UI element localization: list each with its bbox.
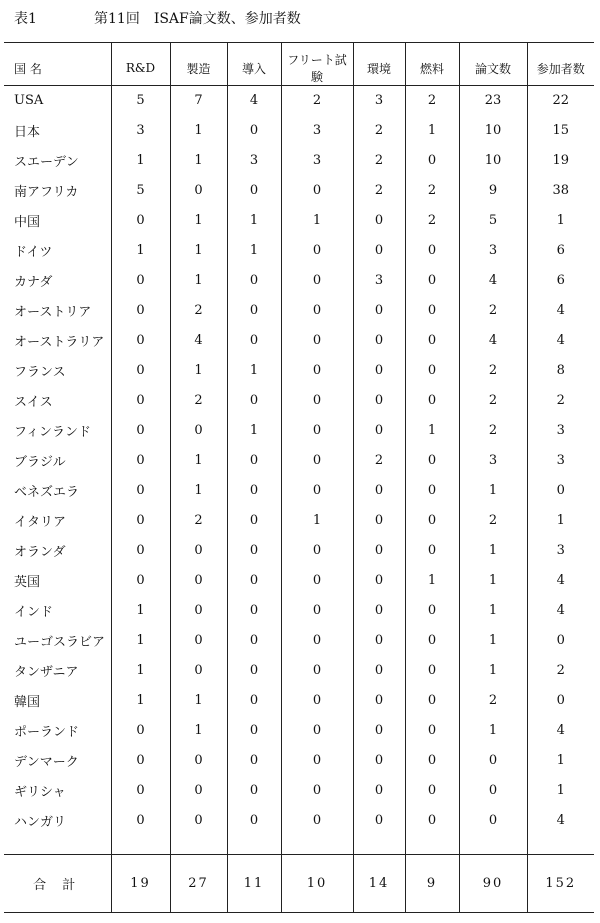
- table-cell: 0: [405, 296, 459, 326]
- table-row: [4, 296, 594, 326]
- table-cell: 0: [405, 236, 459, 266]
- table-cell: 2: [459, 296, 527, 326]
- table-cell: 0: [111, 536, 170, 566]
- table-row: [4, 746, 594, 776]
- table-cell: 2: [459, 506, 527, 536]
- column-header: 燃料: [405, 43, 459, 86]
- table-cell: 0: [111, 386, 170, 416]
- table-cell: 0: [227, 716, 281, 746]
- country-name: デンマーク: [14, 755, 79, 770]
- table-cell: 0: [227, 296, 281, 326]
- table-cell: 0: [353, 746, 405, 776]
- table-cell: 0: [111, 206, 170, 236]
- table-cell: 0: [353, 206, 405, 236]
- table-cell: 0: [405, 476, 459, 506]
- table-cell: 2: [170, 296, 227, 326]
- table-cell: 1: [170, 686, 227, 716]
- table-cell: 9: [459, 176, 527, 206]
- country-name: 南アフリカ: [14, 185, 79, 200]
- table-cell: 0: [170, 746, 227, 776]
- table-cell: 0: [170, 596, 227, 626]
- table-cell: 0: [405, 326, 459, 356]
- table-cell: 2: [459, 416, 527, 446]
- table-cell: 1: [170, 206, 227, 236]
- table-cell: 4: [527, 566, 594, 596]
- table-cell: 2: [405, 206, 459, 236]
- table-cell: 0: [353, 476, 405, 506]
- country-name: 韓国: [14, 695, 41, 710]
- country-name: フィンランド: [14, 425, 91, 440]
- table-title: 第11回 ISAF論文数、参加者数: [94, 11, 301, 27]
- table-cell: 0: [227, 446, 281, 476]
- column-header: 国 名: [4, 43, 111, 86]
- table-cell: 0: [281, 596, 353, 626]
- table-cell: 0: [353, 386, 405, 416]
- table-cell: 3: [111, 116, 170, 146]
- table-cell: 0: [405, 506, 459, 536]
- table-cell: 3: [281, 146, 353, 176]
- table-cell: 2: [459, 356, 527, 386]
- table-cell: 0: [281, 776, 353, 806]
- table-cell: 1: [459, 536, 527, 566]
- table-cell: 4: [527, 296, 594, 326]
- table-cell: 0: [227, 566, 281, 596]
- spacer-cell: [353, 836, 405, 855]
- table-cell: 0: [405, 356, 459, 386]
- table-cell: 2: [459, 386, 527, 416]
- table-cell: 2: [405, 86, 459, 116]
- table-cell: 0: [170, 416, 227, 446]
- table-cell: 0: [111, 746, 170, 776]
- table-cell: 0: [111, 326, 170, 356]
- table-cell: 1: [405, 566, 459, 596]
- country-name: 日本: [14, 125, 41, 140]
- table-cell: 0: [527, 626, 594, 656]
- table-cell: 0: [353, 416, 405, 446]
- table-cell: 0: [227, 656, 281, 686]
- table-cell: 0: [353, 626, 405, 656]
- table-cell: 0: [281, 476, 353, 506]
- table-cell: 0: [111, 476, 170, 506]
- table-caption: [14, 8, 301, 28]
- spacer-cell: [170, 836, 227, 855]
- table-cell: 0: [353, 656, 405, 686]
- table-cell: 0: [227, 476, 281, 506]
- table-cell: 2: [527, 656, 594, 686]
- total-cell: 10: [281, 855, 353, 913]
- table-row: [4, 176, 594, 206]
- table-cell: 0: [170, 536, 227, 566]
- table-cell: 1: [227, 416, 281, 446]
- table-cell: 1: [170, 476, 227, 506]
- table-cell: 4: [227, 86, 281, 116]
- table-cell: 0: [170, 626, 227, 656]
- table-cell: 1: [281, 506, 353, 536]
- table-cell: 4: [459, 266, 527, 296]
- spacer-cell: [281, 836, 353, 855]
- table-cell: 4: [170, 326, 227, 356]
- table-cell: 0: [170, 806, 227, 836]
- spacer-cell: [111, 836, 170, 855]
- table-cell: 1: [459, 716, 527, 746]
- table-footer: [4, 855, 594, 913]
- table-cell: 0: [405, 626, 459, 656]
- table-cell: 0: [353, 806, 405, 836]
- table-cell: 0: [281, 176, 353, 206]
- table-cell: 0: [227, 626, 281, 656]
- table-cell: 0: [281, 806, 353, 836]
- table-cell: 0: [353, 236, 405, 266]
- table-row: [4, 716, 594, 746]
- table-cell: 1: [170, 716, 227, 746]
- table-cell: 0: [281, 356, 353, 386]
- total-row: [4, 855, 594, 913]
- total-cell: 27: [170, 855, 227, 913]
- spacer-cell: [405, 836, 459, 855]
- table-cell: 0: [405, 776, 459, 806]
- table-row: [4, 476, 594, 506]
- table-cell: 6: [527, 266, 594, 296]
- table-cell: 7: [170, 86, 227, 116]
- spacer-row: [4, 836, 594, 855]
- column-header: 参加者数: [527, 43, 594, 86]
- table-cell: 3: [353, 266, 405, 296]
- table-cell: 0: [281, 716, 353, 746]
- table-cell: 4: [527, 596, 594, 626]
- table-cell: 0: [353, 356, 405, 386]
- table-cell: 0: [170, 566, 227, 596]
- table-cell: 0: [170, 656, 227, 686]
- table-cell: 23: [459, 86, 527, 116]
- table-cell: 0: [111, 416, 170, 446]
- table-cell: 0: [227, 326, 281, 356]
- table-row: [4, 806, 594, 836]
- table-cell: 10: [459, 146, 527, 176]
- table-cell: 1: [459, 476, 527, 506]
- table-row: [4, 386, 594, 416]
- table-cell: 1: [227, 236, 281, 266]
- table-cell: 0: [111, 356, 170, 386]
- table-cell: 0: [281, 416, 353, 446]
- table-cell: 1: [459, 566, 527, 596]
- table-cell: 2: [281, 86, 353, 116]
- spacer-cell: [459, 836, 527, 855]
- table-cell: 5: [459, 206, 527, 236]
- table-cell: 1: [459, 596, 527, 626]
- table-row: [4, 566, 594, 596]
- table-row: [4, 326, 594, 356]
- table-cell: 0: [353, 326, 405, 356]
- table-cell: 0: [111, 806, 170, 836]
- table-cell: 0: [353, 686, 405, 716]
- table-cell: 2: [353, 176, 405, 206]
- table-cell: 1: [527, 746, 594, 776]
- table-cell: 1: [111, 596, 170, 626]
- table-cell: 0: [281, 626, 353, 656]
- country-name: ギリシャ: [14, 785, 66, 800]
- table-cell: 0: [459, 746, 527, 776]
- table-cell: 1: [170, 266, 227, 296]
- table-cell: 0: [281, 386, 353, 416]
- table-cell: 0: [405, 806, 459, 836]
- table-row: [4, 536, 594, 566]
- table-cell: 2: [353, 146, 405, 176]
- table-cell: 8: [527, 356, 594, 386]
- table-cell: 1: [459, 656, 527, 686]
- table-cell: 0: [405, 716, 459, 746]
- table-cell: 1: [459, 626, 527, 656]
- table-cell: 22: [527, 86, 594, 116]
- table-cell: 0: [353, 296, 405, 326]
- table-cell: 4: [459, 326, 527, 356]
- table-row: [4, 206, 594, 236]
- table-cell: 3: [527, 446, 594, 476]
- country-name: ユーゴスラビア: [14, 635, 106, 650]
- table-row: [4, 356, 594, 386]
- country-name: インド: [14, 605, 54, 620]
- table-cell: 3: [281, 116, 353, 146]
- country-name: 英国: [14, 575, 41, 590]
- table-cell: 0: [353, 566, 405, 596]
- column-header: R&D: [111, 43, 170, 86]
- table-cell: 0: [281, 566, 353, 596]
- table-cell: 0: [353, 596, 405, 626]
- country-name: タンザニア: [14, 665, 79, 680]
- table-cell: 0: [353, 536, 405, 566]
- table-row: [4, 686, 594, 716]
- table-cell: 0: [227, 746, 281, 776]
- table-cell: 1: [170, 236, 227, 266]
- table-cell: 0: [405, 446, 459, 476]
- column-header: 環境: [353, 43, 405, 86]
- country-name: ポーランド: [14, 725, 80, 740]
- table-cell: 1: [111, 236, 170, 266]
- table-cell: 2: [353, 116, 405, 146]
- table-cell: 0: [353, 506, 405, 536]
- spacer-cell: [527, 836, 594, 855]
- country-name: イタリア: [14, 515, 67, 530]
- column-header: 導入: [227, 43, 281, 86]
- table-cell: 0: [353, 776, 405, 806]
- table-cell: 0: [405, 596, 459, 626]
- country-name: オランダ: [14, 545, 66, 560]
- country-name: オーストリア: [14, 305, 92, 320]
- total-cell: 9: [405, 855, 459, 913]
- table-cell: 19: [527, 146, 594, 176]
- table-cell: 0: [227, 386, 281, 416]
- table-cell: 0: [111, 296, 170, 326]
- table-cell: 0: [111, 566, 170, 596]
- table-cell: 2: [405, 176, 459, 206]
- table-cell: 0: [227, 536, 281, 566]
- spacer-cell: [227, 836, 281, 855]
- table-cell: 4: [527, 326, 594, 356]
- table-cell: 1: [111, 626, 170, 656]
- table-cell: 1: [170, 146, 227, 176]
- table-cell: 0: [405, 536, 459, 566]
- table-cell: 0: [227, 596, 281, 626]
- table-cell: 3: [459, 236, 527, 266]
- table-row: [4, 86, 594, 116]
- table-cell: 1: [527, 506, 594, 536]
- table-cell: 1: [111, 686, 170, 716]
- table-header: [4, 43, 594, 86]
- total-cell: 152: [527, 855, 594, 913]
- table-cell: 2: [527, 386, 594, 416]
- total-cell: 14: [353, 855, 405, 913]
- table-cell: 0: [227, 776, 281, 806]
- table-cell: 0: [227, 806, 281, 836]
- table-cell: 2: [170, 506, 227, 536]
- table-cell: 0: [281, 326, 353, 356]
- country-name: スイス: [14, 395, 53, 410]
- total-label: 合 計: [4, 855, 111, 913]
- table-cell: 0: [281, 236, 353, 266]
- table-cell: 0: [281, 296, 353, 326]
- table-cell: 0: [459, 806, 527, 836]
- table-cell: 1: [170, 116, 227, 146]
- table-cell: 1: [170, 446, 227, 476]
- table-cell: 1: [405, 116, 459, 146]
- table-cell: 2: [170, 386, 227, 416]
- isaf-table: [4, 42, 594, 913]
- country-name: ハンガリ: [14, 815, 67, 830]
- table-cell: 0: [111, 716, 170, 746]
- table-row: [4, 236, 594, 266]
- table-row: [4, 506, 594, 536]
- table-cell: 0: [281, 536, 353, 566]
- table-cell: 0: [281, 686, 353, 716]
- country-name: 中国: [14, 215, 41, 230]
- table-cell: 1: [405, 416, 459, 446]
- country-name: ベネズエラ: [14, 485, 80, 500]
- column-header: 製造: [170, 43, 227, 86]
- table-cell: 0: [170, 776, 227, 806]
- table-body: [4, 86, 594, 855]
- table-cell: 3: [459, 446, 527, 476]
- table-row: [4, 656, 594, 686]
- table-row: [4, 146, 594, 176]
- table-cell: 1: [227, 206, 281, 236]
- table-cell: 5: [111, 86, 170, 116]
- table-cell: 0: [405, 746, 459, 776]
- table-cell: 0: [227, 266, 281, 296]
- total-cell: 90: [459, 855, 527, 913]
- total-cell: 19: [111, 855, 170, 913]
- table-cell: 38: [527, 176, 594, 206]
- table-row: [4, 116, 594, 146]
- table-cell: 1: [527, 776, 594, 806]
- table-cell: 0: [111, 506, 170, 536]
- table-cell: 0: [459, 776, 527, 806]
- table-cell: 0: [227, 116, 281, 146]
- table-cell: 0: [227, 176, 281, 206]
- table-row: [4, 776, 594, 806]
- table-cell: 1: [111, 146, 170, 176]
- table-cell: 0: [227, 686, 281, 716]
- table-cell: 0: [170, 176, 227, 206]
- table-cell: 2: [353, 446, 405, 476]
- table-cell: 5: [111, 176, 170, 206]
- table-cell: 3: [527, 416, 594, 446]
- table-row: [4, 446, 594, 476]
- table-row: [4, 266, 594, 296]
- table-cell: 6: [527, 236, 594, 266]
- table-cell: 0: [527, 686, 594, 716]
- country-name: フランス: [14, 365, 66, 380]
- table-cell: 1: [227, 356, 281, 386]
- table-cell: 4: [527, 716, 594, 746]
- header-row: [4, 43, 594, 86]
- column-header: 論文数: [459, 43, 527, 86]
- table-cell: 10: [459, 116, 527, 146]
- total-cell: 11: [227, 855, 281, 913]
- table-cell: 0: [405, 656, 459, 686]
- table-cell: 0: [405, 386, 459, 416]
- table-cell: 1: [281, 206, 353, 236]
- table-cell: 0: [281, 746, 353, 776]
- table-cell: 1: [527, 206, 594, 236]
- table-cell: 0: [281, 656, 353, 686]
- table-cell: 0: [405, 686, 459, 716]
- table-cell: 0: [353, 716, 405, 746]
- country-name: ドイツ: [14, 245, 53, 260]
- country-name: カナダ: [14, 275, 53, 290]
- table-row: [4, 626, 594, 656]
- country-name: USA: [14, 93, 44, 109]
- table-cell: 4: [527, 806, 594, 836]
- table-cell: 0: [405, 146, 459, 176]
- column-header: フリート試験: [281, 43, 353, 86]
- table-cell: 3: [527, 536, 594, 566]
- table-cell: 15: [527, 116, 594, 146]
- table-row: [4, 416, 594, 446]
- table-cell: 0: [281, 446, 353, 476]
- table-cell: 0: [111, 776, 170, 806]
- table-cell: 1: [170, 356, 227, 386]
- table-cell: 0: [281, 266, 353, 296]
- table-cell: 2: [459, 686, 527, 716]
- country-name: ブラジル: [14, 455, 66, 470]
- table-cell: 0: [405, 266, 459, 296]
- spacer-cell: [4, 836, 111, 855]
- table-cell: 0: [111, 266, 170, 296]
- table-cell: 1: [111, 656, 170, 686]
- table-label: 表1: [14, 11, 37, 27]
- table-cell: 0: [527, 476, 594, 506]
- country-name: スエーデン: [14, 155, 79, 170]
- table-cell: 0: [227, 506, 281, 536]
- table-cell: 0: [111, 446, 170, 476]
- table-cell: 3: [353, 86, 405, 116]
- table-cell: 3: [227, 146, 281, 176]
- country-name: オーストラリア: [14, 335, 105, 350]
- table-row: [4, 596, 594, 626]
